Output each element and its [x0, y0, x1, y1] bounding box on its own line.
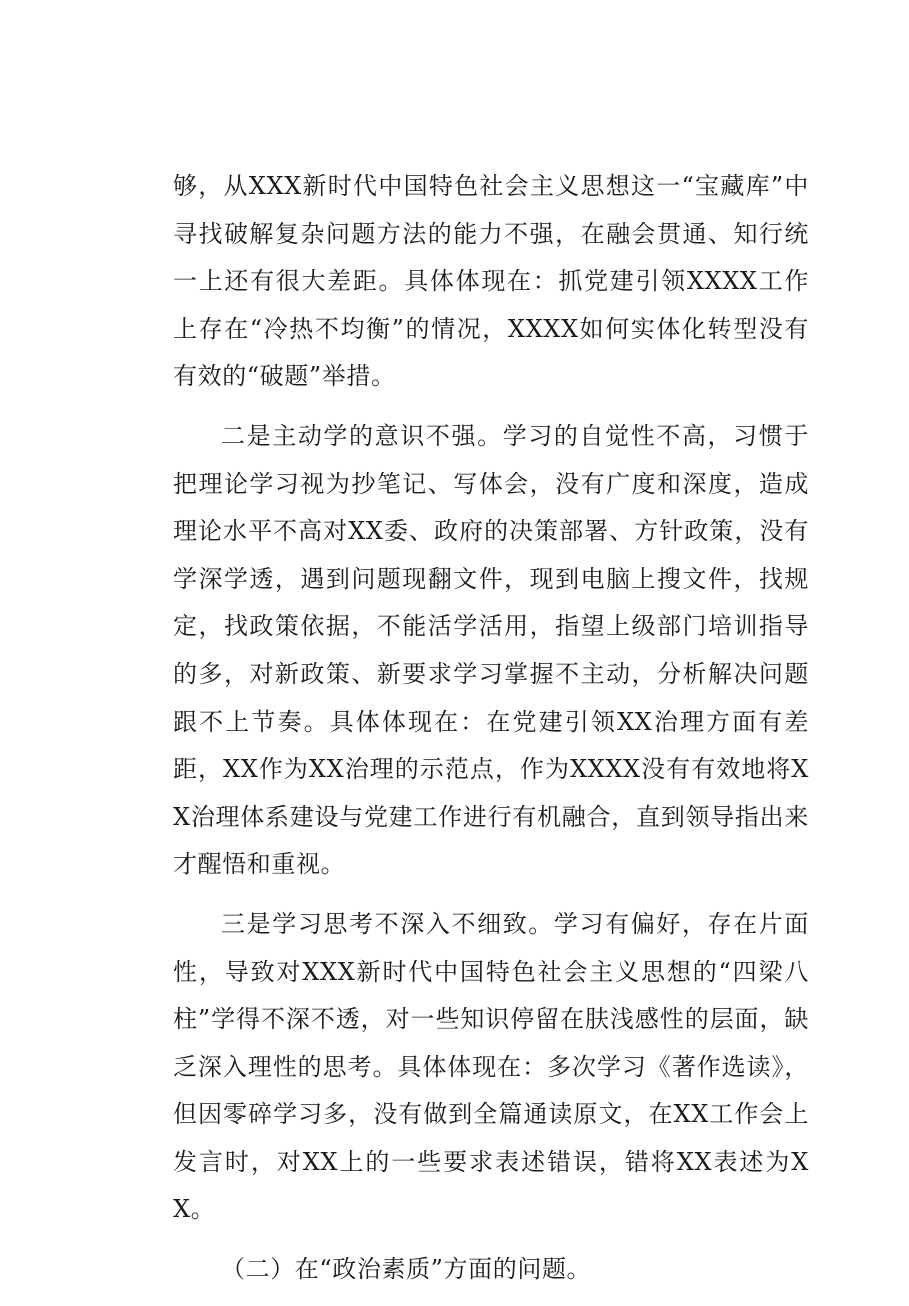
paragraph-continuation: 够，从XXX新时代中国特色社会主义思想这一“宝藏库”中寻找破解复杂问题方法的能力不强，在融会贯通、知行统一上还有很大差距。具体体现在：抓党建引领XXXX工作上存在“冷热不均衡”的情况，XXXX如何实体化转型没有有效的“破题”举措。 [173, 172, 809, 391]
section-heading-political-quality: （二）在“政治素质”方面的问题。 [221, 1255, 592, 1284]
document-body [173, 163, 809, 1306]
paragraph-point-3: 三是学习思考不深入不细致。学习有偏好，存在片面性，导致对XXX新时代中国特色社会主义思想的“四梁八柱”学得不深不透，对一些知识停留在肤浅感性的层面，缺乏深入理性的思考。具体体现在：多次学习《著作选读》，但因零碎学习多，没有做到全篇通读原文，在XX工作会上发言时，对XX上的一些要求表述错误，错将XX表述为XX。 [173, 909, 809, 1224]
paragraph-point-2: 二是主动学的意识不强。学习的自觉性不高，习惯于把理论学习视为抄笔记、写体会，没有广度和深度，造成理论水平不高对XX委、政府的决策部署、方针政策，没有学深学透，遇到问题现翻文件，现到电脑上搜文件，找规定，找政策依据，不能活学活用，指望上级部门培训指导的多，对新政策、新要求学习掌握不主动，分析解决问题跟不上节奏。具体体现在：在党建引领XX治理方面有差距，XX作为XX治理的示范点，作为XXXX没有有效地将XX治理体系建设与党建工作进行有机融合，直到领导指出来才醒悟和重视。 [173, 421, 809, 879]
